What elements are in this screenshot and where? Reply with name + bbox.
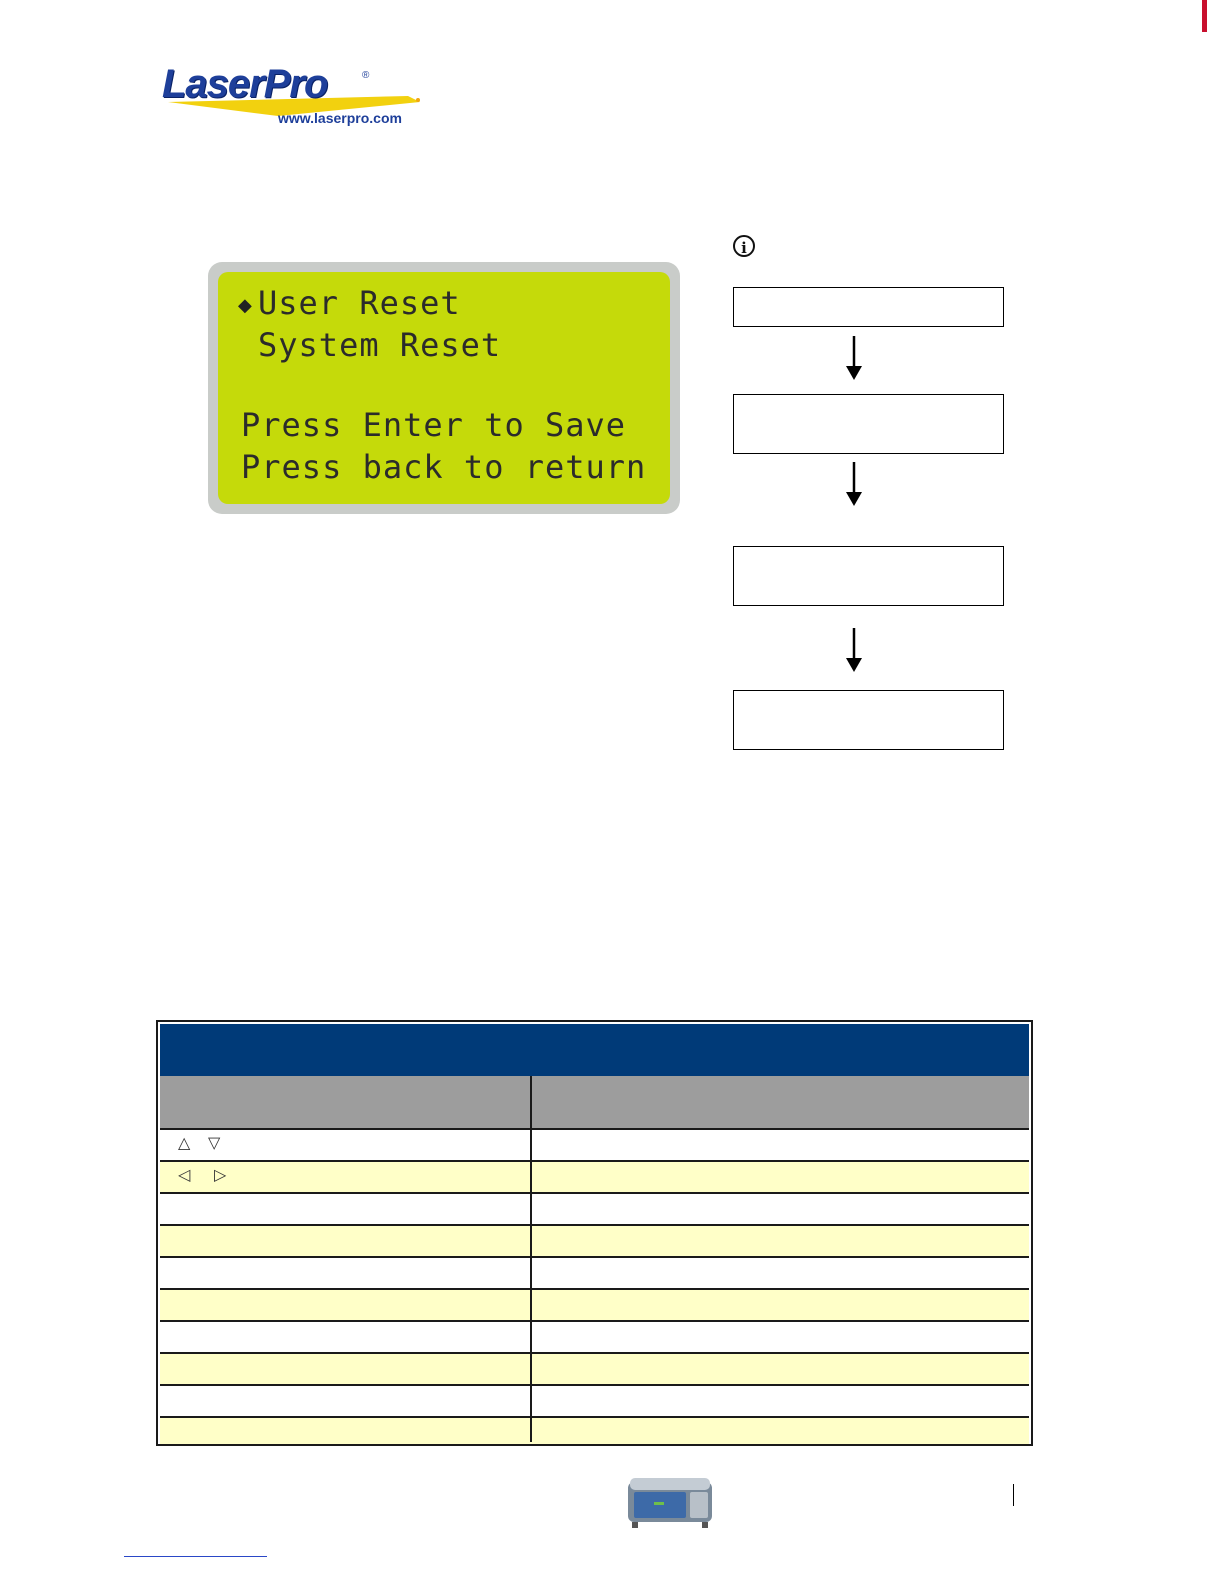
flow-box-1 bbox=[733, 287, 1004, 327]
logo-url: www.laserpro.com bbox=[278, 110, 402, 126]
table-row bbox=[160, 1192, 1029, 1224]
key-function-table bbox=[156, 1020, 1033, 1446]
footer-link-underline[interactable] bbox=[124, 1556, 267, 1557]
info-icon: i bbox=[733, 235, 755, 257]
laserpro-logo bbox=[158, 62, 428, 132]
lcd-line-press-enter: Press Enter to Save bbox=[241, 406, 627, 444]
table-row bbox=[160, 1224, 1029, 1256]
table-title-bar bbox=[160, 1024, 1029, 1076]
table-row bbox=[160, 1320, 1029, 1352]
right-arrow-icon: ▷ bbox=[214, 1165, 227, 1184]
table-header-function bbox=[532, 1076, 1029, 1128]
flow-arrow-down-icon bbox=[843, 628, 865, 674]
down-arrow-icon: ▽ bbox=[208, 1133, 221, 1152]
left-arrow-icon: ◁ bbox=[178, 1165, 191, 1184]
table-row bbox=[160, 1352, 1029, 1384]
table-row bbox=[160, 1416, 1029, 1444]
page-edge-bar bbox=[1202, 0, 1207, 32]
laser-machine-image bbox=[624, 1474, 716, 1530]
table-header-key bbox=[160, 1076, 530, 1128]
table-row bbox=[160, 1256, 1029, 1288]
lcd-screen bbox=[218, 272, 670, 504]
lcd-line-user-reset: User Reset bbox=[258, 284, 461, 322]
flow-arrow-down-icon bbox=[843, 462, 865, 508]
up-arrow-icon: △ bbox=[178, 1133, 191, 1152]
table-row bbox=[160, 1384, 1029, 1416]
flow-arrow-down-icon bbox=[843, 336, 865, 382]
logo-wordmark: LaserPro bbox=[162, 62, 328, 106]
logo-registered-mark: ® bbox=[362, 70, 370, 81]
table-row bbox=[160, 1160, 1029, 1192]
table-column-divider bbox=[530, 1076, 532, 1442]
table-row bbox=[160, 1128, 1029, 1160]
table-row bbox=[160, 1288, 1029, 1320]
lcd-display-frame bbox=[208, 262, 680, 514]
footer-divider bbox=[1013, 1484, 1014, 1506]
flow-box-4 bbox=[733, 690, 1004, 750]
lcd-line-system-reset: System Reset bbox=[258, 326, 502, 364]
flow-box-3 bbox=[733, 546, 1004, 606]
lcd-selection-marker: ◆ bbox=[238, 295, 252, 315]
lcd-line-press-back: Press back to return bbox=[241, 448, 647, 486]
flow-box-2 bbox=[733, 394, 1004, 454]
